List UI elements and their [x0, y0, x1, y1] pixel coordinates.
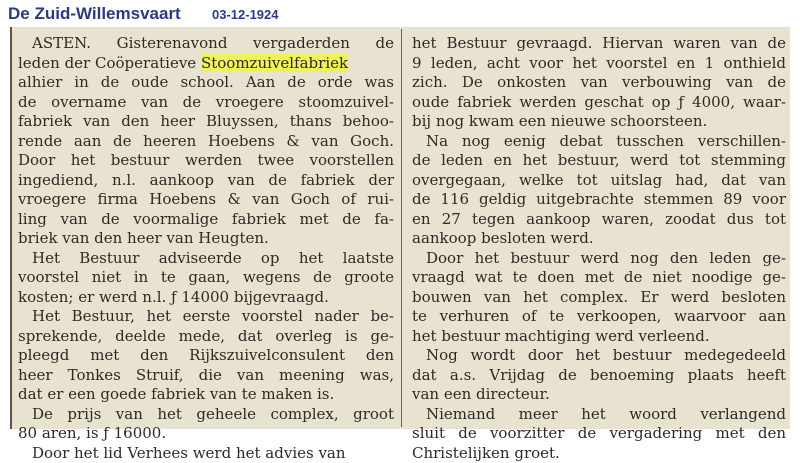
article-line: het bestuur machtiging werd verleend. [412, 327, 786, 347]
article-line: Door het bestuur werd nog den leden ge- [412, 249, 786, 269]
article-line: sluit de voorzitter de vergadering met den [412, 424, 786, 444]
article-line: ASTEN. Gisterenavond vergaderden de [18, 34, 394, 54]
article-line: 9 leden, acht voor het voorstel en 1 onthield [412, 54, 786, 74]
article-line: dat a.s. Vrijdag de benoeming plaats heeft [412, 366, 786, 386]
article-line: vroegere firma Hoebens & van Goch of rui- [18, 190, 394, 210]
article-line: bouwen van het complex. Er werd besloten [412, 288, 786, 308]
article-line: De prijs van het geheele complex, groot [18, 405, 394, 425]
article-line: 80 aren, is ƒ 16000. [18, 424, 394, 444]
article-line: de leden en het bestuur, werd tot stemming [412, 151, 786, 171]
article-line: aankoop besloten werd. [412, 229, 786, 249]
article-line: en 27 tegen aankoop waren, zoodat dus tot [412, 210, 786, 230]
article-line: van een directeur. [412, 385, 786, 405]
publication-date: 03-12-1924 [212, 7, 279, 22]
article-line: Nog wordt door het bestuur medegedeeld [412, 346, 786, 366]
archive-header [0, 0, 800, 26]
article-line: ling van de voormalige fabriek met de fa- [18, 210, 394, 230]
article-line: kosten; er werd n.l. ƒ 14000 bijgevraagd. [18, 288, 394, 308]
article-line: het Bestuur gevraagd. Hiervan waren van de [412, 34, 786, 54]
article-line: de overname van de vroegere stoomzuivel- [18, 93, 394, 113]
article-line: Door het bestuur werden twee voorstellen [18, 151, 394, 171]
column-divider [401, 29, 402, 427]
article-line: Christelijken groet. [412, 444, 786, 463]
article-line: Door het lid Verhees werd het advies van [18, 444, 394, 463]
article-line: de 116 geldig uitgebrachte stemmen 89 voor [412, 190, 786, 210]
article-line: ingediend, n.l. aankoop van de fabriek der [18, 171, 394, 191]
article-line: Na nog eenig debat tusschen verschillen- [412, 132, 786, 152]
article-line: bij nog kwam een nieuwe schoorsteen. [412, 112, 786, 132]
article-line: pleegd met den Rijkszuivelconsulent den [18, 346, 394, 366]
article-line: vraagd wat te doen met de niet noodige ge- [412, 268, 786, 288]
article-line: zich. De onkosten van verbouwing van de [412, 73, 786, 93]
article-line: voorstel niet in te gaan, wegens de groote [18, 268, 394, 288]
article-line: alhier in de oude school. Aan de orde was [18, 73, 394, 93]
article-line: rende aan de heeren Hoebens & van Goch. [18, 132, 394, 152]
article-line: oude fabriek werden geschat op ƒ 4000, waar- [412, 93, 786, 113]
article-column-right [412, 34, 786, 463]
article-line: dat er een goede fabriek van te maken is. [18, 385, 394, 405]
article-line: overgegaan, welke tot uitslag had, dat van [412, 171, 786, 191]
article-line: fabriek van den heer Bluyssen, thans behoo- [18, 112, 394, 132]
clipping-edge [10, 27, 12, 429]
article-column-left [18, 34, 394, 463]
newspaper-title: De Zuid-Willemsvaart [8, 4, 181, 24]
article-line: Niemand meer het woord verlangend [412, 405, 786, 425]
search-highlight: Stoomzuivelfabriek [201, 54, 348, 72]
article-line: te verhuren of te verkoopen, waarvoor aan [412, 307, 786, 327]
article-line: Het Bestuur, het eerste voorstel nader be- [18, 307, 394, 327]
article-line: heer Tonkes Struif, die van meening was, [18, 366, 394, 386]
article-line: briek van den heer van Heugten. [18, 229, 394, 249]
article-line: leden der Coöperatieve Stoomzuivelfabriek [18, 54, 394, 74]
article-line: Het Bestuur adviseerde op het laatste [18, 249, 394, 269]
article-line: sprekende, deelde mede, dat overleg is ge- [18, 327, 394, 347]
